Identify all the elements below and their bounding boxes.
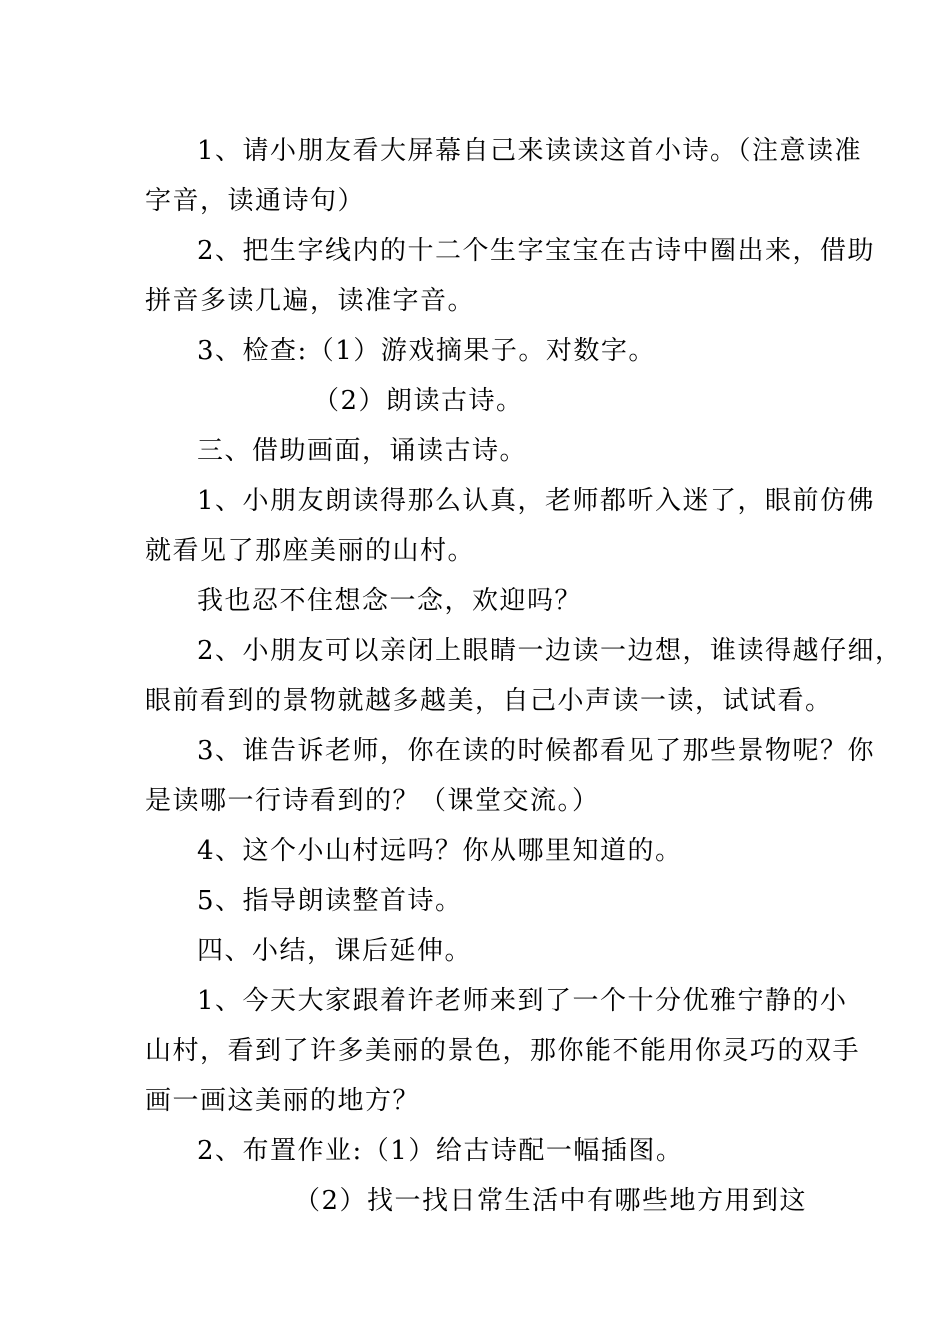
text-line: 1、请小朋友看大屏幕自己来读读这首小诗。（注意读准: [197, 136, 863, 166]
section-heading: 三、借助画面，诵读古诗。: [197, 436, 528, 466]
text-line: 4、这个小山村远吗？你从哪里知道的。: [197, 836, 683, 866]
text-line: 字音，读通诗句）: [145, 186, 366, 216]
section-heading: 四、小结，课后延伸。: [197, 936, 473, 966]
text-line: 1、小朋友朗读得那么认真，老师都听入迷了，眼前仿佛: [197, 486, 876, 516]
text-line: 画一画这美丽的地方？: [145, 1086, 421, 1116]
text-line: 1、今天大家跟着许老师来到了一个十分优雅宁静的小: [197, 986, 848, 1016]
text-line: 2、把生字线内的十二个生字宝宝在古诗中圈出来，借助: [197, 236, 876, 266]
text-line: 5、指导朗读整首诗。: [197, 886, 463, 916]
text-line: 山村，看到了许多美丽的景色，那你能不能用你灵巧的双手: [145, 1036, 861, 1066]
text-line: 3、谁告诉老师，你在读的时候都看见了那些景物呢？你: [197, 736, 876, 766]
text-line: 2、布置作业:（1）给古诗配一幅插图。: [197, 1136, 684, 1166]
text-line: （2）找一找日常生活中有哪些地方用到这: [293, 1186, 807, 1216]
text-line: 眼前看到的景物就越多越美，自己小声读一读，试试看。: [145, 686, 833, 716]
text-line: 拼音多读几遍，读准字音。: [145, 286, 476, 316]
text-line: 是读哪一行诗看到的？（课堂交流。）: [145, 786, 600, 816]
text-line: （2）朗读古诗。: [313, 386, 524, 416]
text-line: 就看见了那座美丽的山村。: [145, 536, 476, 566]
text-line: 2、小朋友可以亲闭上眼睛一边读一边想，谁读得越仔细，: [197, 636, 903, 666]
text-line: 我也忍不住想念一念，欢迎吗？: [197, 586, 583, 616]
text-line: 3、检查:（1）游戏摘果子。对数字。: [197, 336, 656, 366]
document-body: [145, 126, 903, 1226]
